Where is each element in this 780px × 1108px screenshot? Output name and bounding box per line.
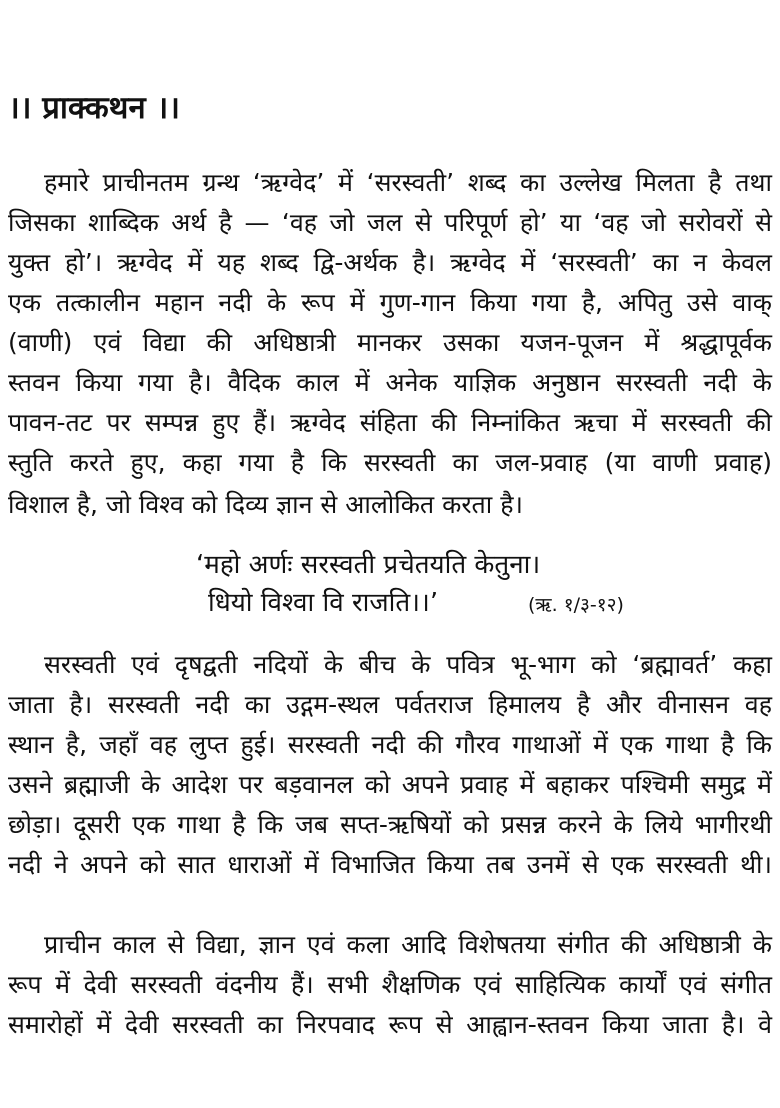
text-line: स्तुति करते हुए, कहा गया है कि सरस्वती का जल-प्रवाह (या वाणी प्रवाह) xyxy=(8,448,772,477)
text-line: रूप में देवी सरस्वती वंदनीय हैं। सभी शैक्षणिक एवं साहित्यिक कार्यों एवं संगीत xyxy=(8,970,772,999)
text-line: जिसका शाब्दिक अर्थ है — ‘वह जो जल से परिपूर्ण हो’ या ‘वह जो सरोवरों से xyxy=(8,208,772,237)
text-line: पावन-तट पर सम्पन्न हुए हैं। ऋग्वेद संहिता की निम्नांकित ऋचा में सरस्वती की xyxy=(8,408,772,437)
text-line: प्राचीन काल से विद्या, ज्ञान एवं कला आदि विशेषतया संगीत की अधिष्ठात्री के xyxy=(44,930,772,959)
text-line: स्थान है, जहाँ वह लुप्त हुई। सरस्वती नदी की गौरव गाथाओं में एक गाथा है कि xyxy=(8,730,772,759)
text-line: एक तत्कालीन महान नदी के रूप में गुण-गान किया गया है, अपितु उसे वाक् xyxy=(8,288,772,317)
page-title: ।। प्राक्कथन ।। xyxy=(8,90,180,126)
verse-line: धियो विश्वा वि राजति।।’ xyxy=(208,588,439,618)
verse-reference: (ऋ. १/३-१२) xyxy=(528,594,624,616)
text-line: स्तवन किया गया है। वैदिक काल में अनेक याज्ञिक अनुष्ठान सरस्वती नदी के xyxy=(8,368,772,397)
text-line: (वाणी) एवं विद्या की अधिष्ठात्री मानकर उसका यजन-पूजन में श्रद्धापूर्वक xyxy=(8,328,772,357)
text-line: नदी ने अपने को सात धाराओं में विभाजित किया तब उनमें से एक सरस्वती थी। xyxy=(8,850,772,879)
text-line: समारोहों में देवी सरस्वती का निरपवाद रूप से आह्वान-स्तवन किया जाता है। वे xyxy=(8,1010,772,1039)
text-line: सरस्वती एवं दृषद्वती नदियों के बीच के पवित्र भू-भाग को ‘ब्रह्मावर्त’ कहा xyxy=(44,650,772,679)
text-line: विशाल है, जो विश्व को दिव्य ज्ञान से आलोकित करता है। xyxy=(8,490,523,519)
text-line: हमारे प्राचीनतम ग्रन्थ ‘ऋग्वेद’ में ‘सरस्वती’ शब्द का उल्लेख मिलता है तथा xyxy=(44,168,772,197)
text-line: उसने ब्रह्माजी के आदेश पर बड़वानल को अपने प्रवाह में बहाकर पश्चिमी समुद्र में xyxy=(8,770,772,799)
text-line: युक्त हो’। ऋग्वेद में यह शब्द द्वि-अर्थक है। ऋग्वेद में ‘सरस्वती’ का न केवल xyxy=(8,248,772,277)
text-line: जाता है। सरस्वती नदी का उद्गम-स्थल पर्वतराज हिमालय है और वीनासन वह xyxy=(8,690,772,719)
verse-line: ‘महो अर्णः सरस्वती प्रचेतयति केतुना। xyxy=(196,550,541,580)
text-line: छोड़ा। दूसरी एक गाथा है कि जब सप्त-ऋषियों को प्रसन्न करने के लिये भागीरथी xyxy=(8,810,772,839)
